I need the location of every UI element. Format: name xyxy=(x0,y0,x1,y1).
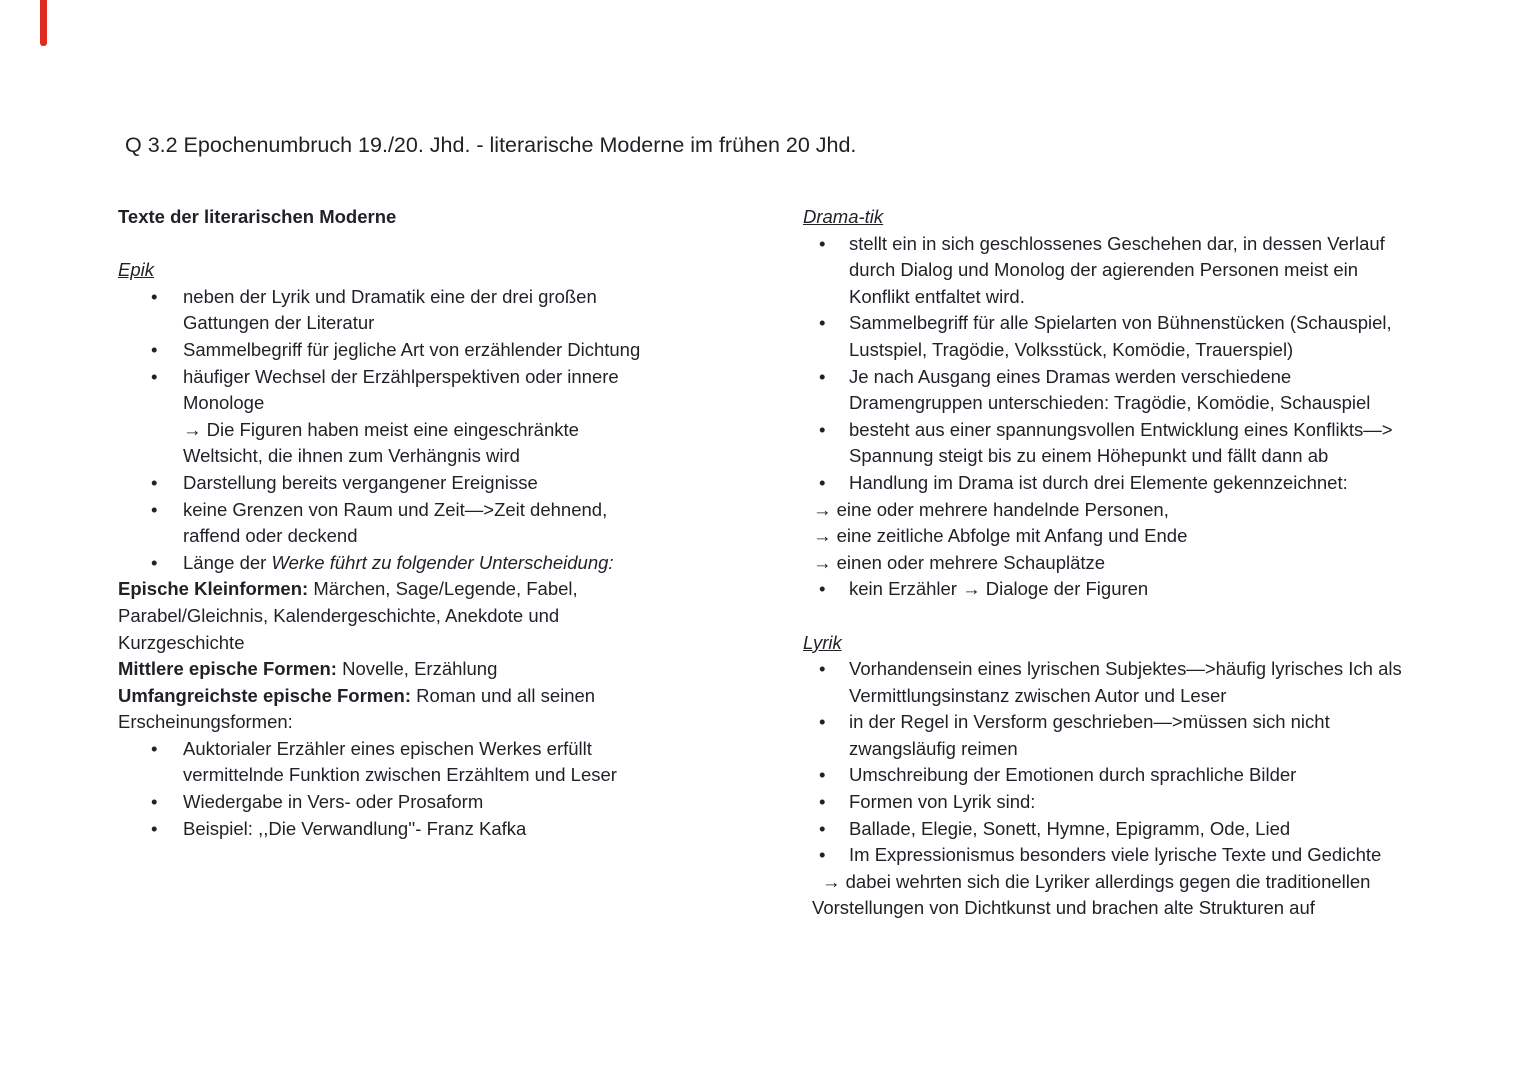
text-line: Lustspiel, Tragödie, Volksstück, Komödie, Trauerspiel) xyxy=(849,338,1294,360)
right-column xyxy=(803,204,1503,922)
text-line: stellt ein in sich geschlossenes Geschehen dar, in dessen Verlauf xyxy=(849,232,1385,254)
bullet-icon: • xyxy=(151,285,158,307)
list-item xyxy=(803,231,1503,311)
text-line: Sammelbegriff für jegliche Art von erzählender Dichtung xyxy=(183,338,641,360)
list-item xyxy=(118,550,718,577)
bullet-icon: • xyxy=(819,791,826,813)
list-item xyxy=(803,364,1503,417)
list-item xyxy=(118,816,718,843)
text-line: Ballade, Elegie, Sonett, Hymne, Epigramm, Ode, Lied xyxy=(849,817,1291,839)
text-line: durch Dialog und Monolog der agierenden Personen meist ein xyxy=(849,259,1359,281)
text-line: Je nach Ausgang eines Dramas werden verschiedene xyxy=(849,365,1292,387)
left-column xyxy=(118,204,718,842)
text-line: Mittlere epische Formen: Novelle, Erzählung xyxy=(118,658,498,680)
bullet-icon: • xyxy=(819,844,826,866)
bullet-icon: • xyxy=(819,658,826,680)
arrow-line: → dabei wehrten sich die Lyriker allerdings gegen die traditionellen xyxy=(822,870,1371,892)
text-line: Weltsicht, die ihnen zum Verhängnis wird xyxy=(183,445,520,467)
bullet-icon: • xyxy=(151,498,158,520)
text-line: Formen von Lyrik sind: xyxy=(849,791,1036,813)
text-line: Länge der Werke führt zu folgender Unterscheidung: xyxy=(183,551,614,573)
text-line: Vorstellungen von Dichtkunst und brachen alte Strukturen auf xyxy=(812,897,1315,919)
text-line: vermittelnde Funktion zwischen Erzähltem und Leser xyxy=(183,764,617,786)
text-line: → Die Figuren haben meist eine eingeschränkte xyxy=(183,418,579,440)
text-line: Dramengruppen unterschieden: Tragödie, Komödie, Schauspiel xyxy=(849,392,1371,414)
spacer xyxy=(803,603,1503,630)
list-item xyxy=(803,310,1503,363)
list-item xyxy=(118,789,718,816)
bullet-icon: • xyxy=(819,817,826,839)
text-line: Kurzgeschichte xyxy=(118,631,245,653)
arrow-line: → eine oder mehrere handelnde Personen, xyxy=(813,498,1169,520)
text-line: Beispiel: ,,Die Verwandlung''- Franz Kafka xyxy=(183,817,527,839)
bullet-icon: • xyxy=(819,711,826,733)
text-line: Spannung steigt bis zu einem Höhepunkt und fällt dann ab xyxy=(849,445,1329,467)
red-pen-mark xyxy=(40,0,47,46)
text-line: Im Expressionismus besonders viele lyrische Texte und Gedichte xyxy=(849,844,1382,866)
list-item xyxy=(118,470,718,497)
list-item xyxy=(803,816,1503,843)
text-line: neben der Lyrik und Dramatik eine der drei großen xyxy=(183,285,597,307)
text-line: kein Erzähler → Dialoge der Figuren xyxy=(849,578,1149,600)
list-item xyxy=(803,762,1503,789)
text-line: Monologe xyxy=(183,392,265,414)
bullet-icon: • xyxy=(151,817,158,839)
text-line: häufiger Wechsel der Erzählperspektiven oder innere xyxy=(183,365,619,387)
section-heading-epik: Epik xyxy=(118,259,154,281)
list-item xyxy=(803,842,1503,869)
bullet-icon: • xyxy=(819,578,826,600)
text-line: Auktorialer Erzähler eines epischen Werkes erfüllt xyxy=(183,737,592,759)
list-item xyxy=(803,576,1503,603)
bullet-icon: • xyxy=(819,471,826,493)
section-heading-dramatik: Drama-tik xyxy=(803,206,884,227)
bullet-icon: • xyxy=(151,471,158,493)
list-item xyxy=(803,709,1503,762)
list-item xyxy=(118,284,718,337)
text-line: Epische Kleinformen: Märchen, Sage/Legende, Fabel, xyxy=(118,578,578,600)
list-item xyxy=(118,736,718,789)
bullet-icon: • xyxy=(819,312,826,334)
text-line: Handlung im Drama ist durch drei Elemente gekennzeichnet: xyxy=(849,471,1348,493)
text-line: Konflikt entfaltet wird. xyxy=(849,285,1025,307)
bullet-icon: • xyxy=(151,338,158,360)
arrow-line: → einen oder mehrere Schauplätze xyxy=(813,551,1106,573)
list-item xyxy=(118,337,718,364)
text-line: keine Grenzen von Raum und Zeit—>Zeit dehnend, xyxy=(183,498,608,520)
bullet-icon: • xyxy=(819,365,826,387)
spacer xyxy=(118,231,718,258)
text-line: Erscheinungsformen: xyxy=(118,711,293,733)
bullet-icon: • xyxy=(151,791,158,813)
text-line: in der Regel in Versform geschrieben—>müssen sich nicht xyxy=(849,711,1330,733)
text-line: Vorhandensein eines lyrischen Subjektes—>häufig lyrisches Ich als xyxy=(849,658,1402,680)
bullet-icon: • xyxy=(151,365,158,387)
bullet-icon: • xyxy=(819,764,826,786)
text-line: Umfangreichste epische Formen: Roman und all seinen xyxy=(118,684,596,706)
bullet-icon: • xyxy=(151,551,158,573)
text-line: Wiedergabe in Vers- oder Prosaform xyxy=(183,791,484,813)
page-title: Q 3.2 Epochenumbruch 19./20. Jhd. - literarische Moderne im frühen 20 Jhd. xyxy=(125,133,857,157)
text-line: Gattungen der Literatur xyxy=(183,312,375,334)
bullet-icon: • xyxy=(151,737,158,759)
text-line: raffend oder deckend xyxy=(183,525,358,547)
list-item xyxy=(118,364,718,470)
arrow-line: → eine zeitliche Abfolge mit Anfang und Ende xyxy=(813,525,1188,547)
text-line: Umschreibung der Emotionen durch sprachliche Bilder xyxy=(849,764,1297,786)
list-item xyxy=(803,789,1503,816)
text-line: zwangsläufig reimen xyxy=(849,737,1018,759)
text-line: Vermittlungsinstanz zwischen Autor und Leser xyxy=(849,684,1227,706)
text-line: besteht aus einer spannungsvollen Entwicklung eines Konflikts—> xyxy=(849,418,1393,440)
list-item xyxy=(803,417,1503,470)
list-item xyxy=(803,656,1503,709)
bullet-icon: • xyxy=(819,418,826,440)
list-item xyxy=(803,470,1503,497)
bullet-icon: • xyxy=(819,232,826,254)
text-line: Parabel/Gleichnis, Kalendergeschichte, Anekdote und xyxy=(118,604,560,626)
text-line: Darstellung bereits vergangener Ereignisse xyxy=(183,471,538,493)
text-line: Sammelbegriff für alle Spielarten von Bühnenstücken (Schauspiel, xyxy=(849,312,1392,334)
list-item xyxy=(118,497,718,550)
section-heading-texte: Texte der literarischen Moderne xyxy=(118,206,397,227)
section-heading-lyrik: Lyrik xyxy=(803,631,842,653)
